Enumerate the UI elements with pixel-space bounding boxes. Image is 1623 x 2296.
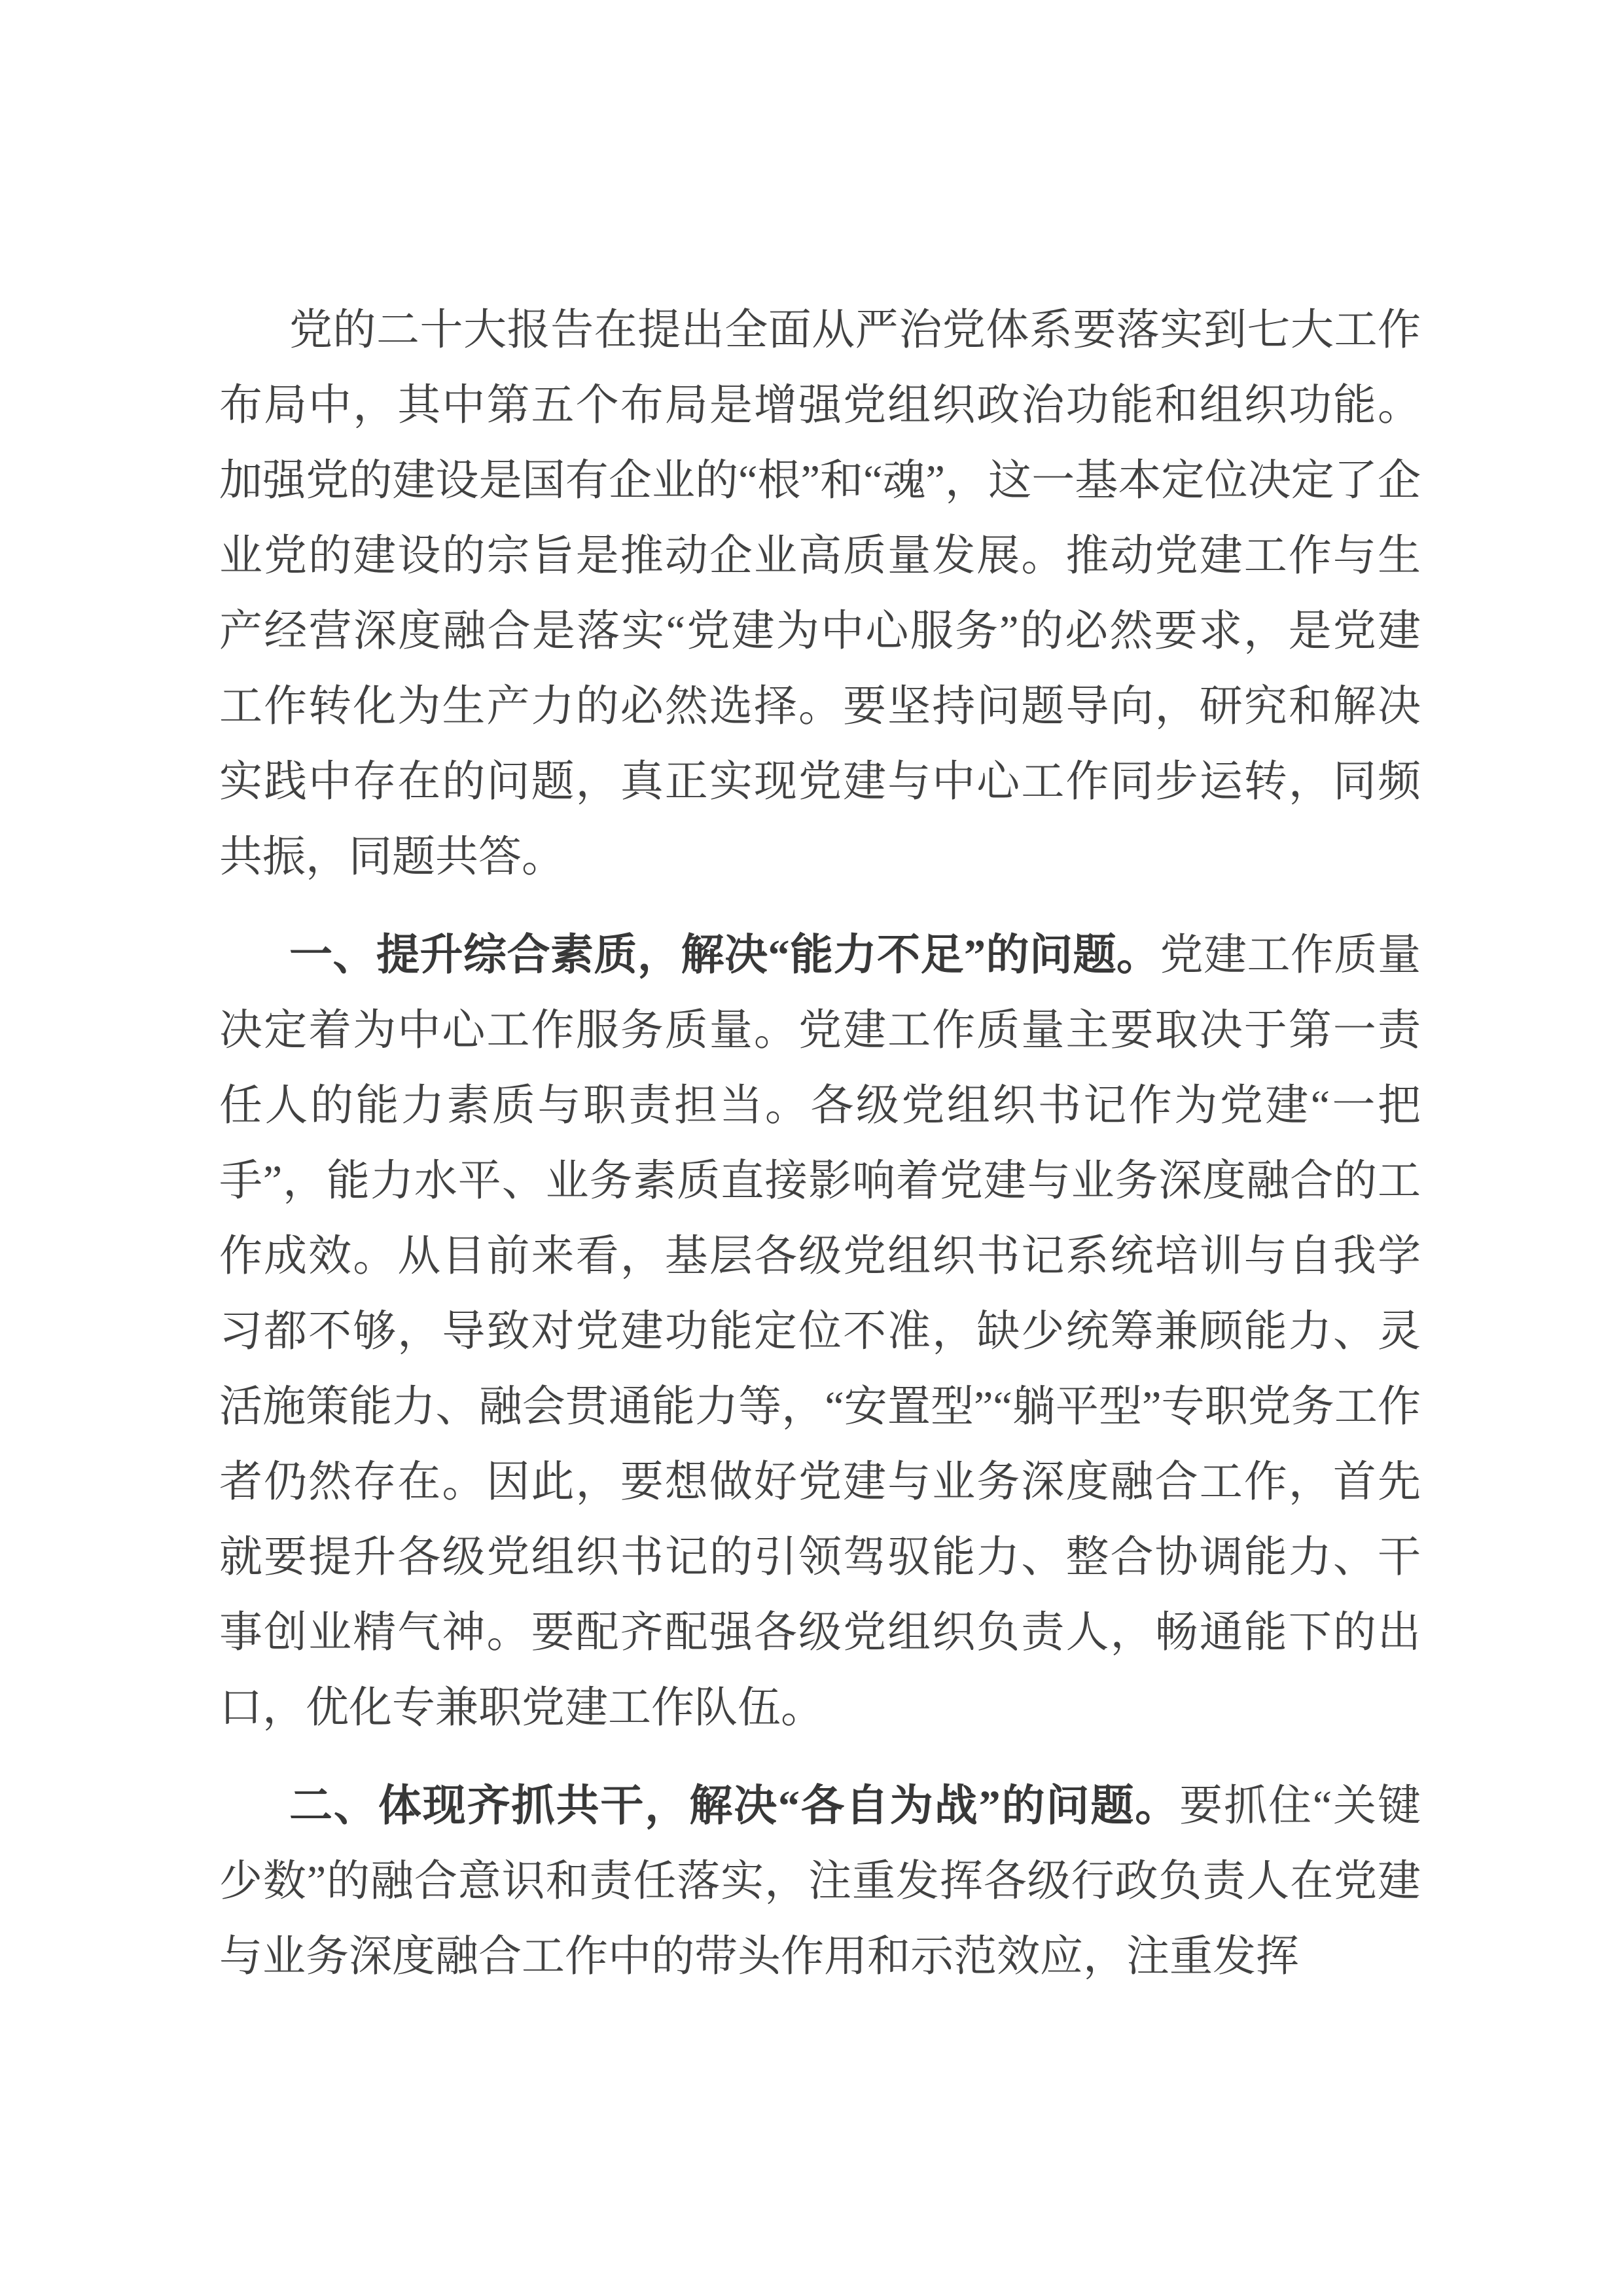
paragraph-intro-body: 党的二十大报告在提出全面从严治党体系要落实到七大工作布局中，其中第五个布局是增强党组织政治功能和组织功能。加强党的建设是国有企业的“根”和“魂”，这一基本定位决定了企业党的建设的宗旨是推动企业高质量发展。推动党建工作与生产经营深度融合是落实“党建为中心服务”的必然要求，是党建工作转化为生产力的必然选择。要坚持问题导向，研究和解决实践中存在的问题，真正实现党建与中心工作同步运转，同频共振，同题共答。: [219, 306, 1421, 881]
paragraph-intro: [219, 293, 1421, 895]
section-one-body: 党建工作质量决定着为中心工作服务质量。党建工作质量主要取决于第一责任人的能力素质与职责担当。各级党组织书记作为党建“一把手”，能力水平、业务素质直接影响着党建与业务深度融合的工作成效。从目前来看，基层各级党组织书记系统培训与自我学习都不够，导致对党建功能定位不准，缺少统筹兼顾能力、灵活施策能力、融会贯通能力等，“安置型”“躺平型”专职党务工作者仍然存在。因此，要想做好党建与业务深度融合工作，首先就要提升各级党组织书记的引领驾驭能力、整合协调能力、干事创业精气神。要配齐配强各级党组织负责人，畅通能下的出口，优化专兼职党建工作队伍。: [219, 931, 1421, 1732]
section-one-heading: 一、提升综合素质，解决“能力不足”的问题。: [289, 931, 1160, 979]
section-two-body: 要抓住“关键少数”的融合意识和责任落实，注重发挥各级行政负责人在党建与业务深度融合工作中的带头作用和示范效应，注重发挥: [219, 1782, 1421, 1981]
paragraph-section-one: [219, 918, 1421, 1746]
section-two-heading: 二、体现齐抓共干，解决“各自为战”的问题。: [289, 1782, 1180, 1830]
document-text-block: [219, 293, 1421, 2017]
paragraph-section-two: [219, 1768, 1421, 1994]
